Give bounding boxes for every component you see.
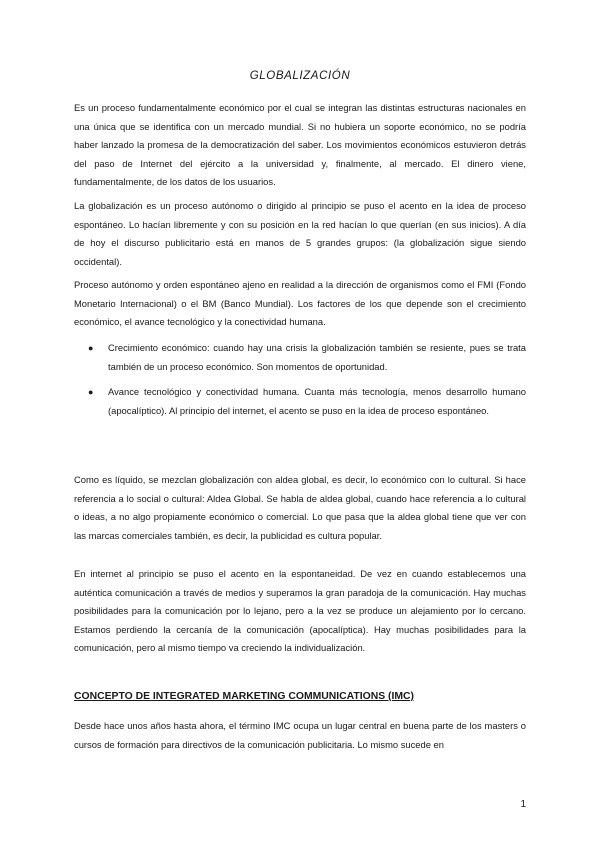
bullet-item-tech-advance — [88, 383, 526, 420]
bullet-text: Crecimiento económico: cuando hay una crisis la globalización también se resiente, pues se trata también de un proceso económico. Son momentos de oportunidad. — [108, 342, 526, 372]
paragraph-autonomous-process — [74, 197, 526, 271]
paragraph-internet-communication — [74, 565, 526, 658]
section-heading-imc: CONCEPTO DE INTEGRATED MARKETING COMMUNICATIONS (IMC) — [74, 691, 414, 702]
paragraph-text: La globalización es un proceso autónomo o dirigido al principio se puso el acento en la idea de proceso espontáneo. Lo hacían libremente y con su posición en la red hacían lo que querían (en sus inicios). A día de hoy el discurso publicitario está en manos de 5 grandes grupos: (la globalización sigue siendo occidental). — [74, 200, 526, 267]
paragraph-text: En internet al principio se puso el acento en la espontaneidad. De vez en cuando establecemos una auténtica comunicación a través de medios y superamos la gran paradoja de la comunicación. Hay muchas posibilidades para la comunicación por lo lejano, pero a la vez se produce un alejamiento por lo cercano. Estamos perdiendo la cercanía de la comunicación (apocalíptica). Hay muchas posibilidades para la comunicación, pero al mismo tiempo va creciendo la individualización. — [74, 568, 526, 654]
paragraph-definition — [74, 99, 526, 192]
bullet-text: Avance tecnológico y conectividad humana. Cuanta más tecnología, menos desarrollo humano (apocalíptico). Al principio del internet, el acento se puso en la idea de proceso espontáneo. — [108, 386, 526, 416]
paragraph-text: Proceso autónomo y orden espontáneo ajeno en realidad a la dirección de organismos como el FMI (Fondo Monetario Internacional) o el BM (Banco Mundial). Los factores de los que depende son el crecimiento económico, el avance tecnológico y la conectividad humana. — [74, 279, 526, 328]
document-title: GLOBALIZACIÓN — [249, 70, 351, 82]
bullet-dot-icon: ● — [88, 343, 94, 353]
paragraph-global-village — [74, 471, 526, 545]
bullet-dot-icon: ● — [88, 387, 94, 397]
bullet-item-economic-growth — [88, 339, 526, 376]
paragraph-factors — [74, 276, 526, 332]
paragraph-text: Como es líquido, se mezclan globalización con aldea global, es decir, lo económico con lo cultural. Si hace referencia a lo social o cultural: Aldea Global. Se habla de aldea global, cuando hace referencia a lo cultural o ideas, a no algo propiamente económico o comercial. Lo que pasa que la aldea global tiene que ver con las marcas comerciales también, es decir, la publicidad es cultura popular. — [74, 474, 526, 541]
paragraph-text: Desde hace unos años hasta ahora, el término IMC ocupa un lugar central en buena parte de los masters o cursos de formación para directivos de la comunicación publicitaria. Lo mismo sucede en — [74, 720, 526, 750]
paragraph-imc-intro — [74, 717, 526, 754]
page-number: 1 — [520, 799, 526, 810]
paragraph-text: Es un proceso fundamentalmente económico por el cual se integran las distintas estructuras nacionales en una única que se identifica con un mercado mundial. Si no hubiera un soporte económico, no se podría haber lanzado la promesa de la democratización del saber. Los movimientos económicos estuvieron detrás del paso de Internet del ejército a la universidad y, finalmente, al mercado. El dinero viene, fundamentalmente, de los datos de los usuarios. — [74, 102, 526, 188]
